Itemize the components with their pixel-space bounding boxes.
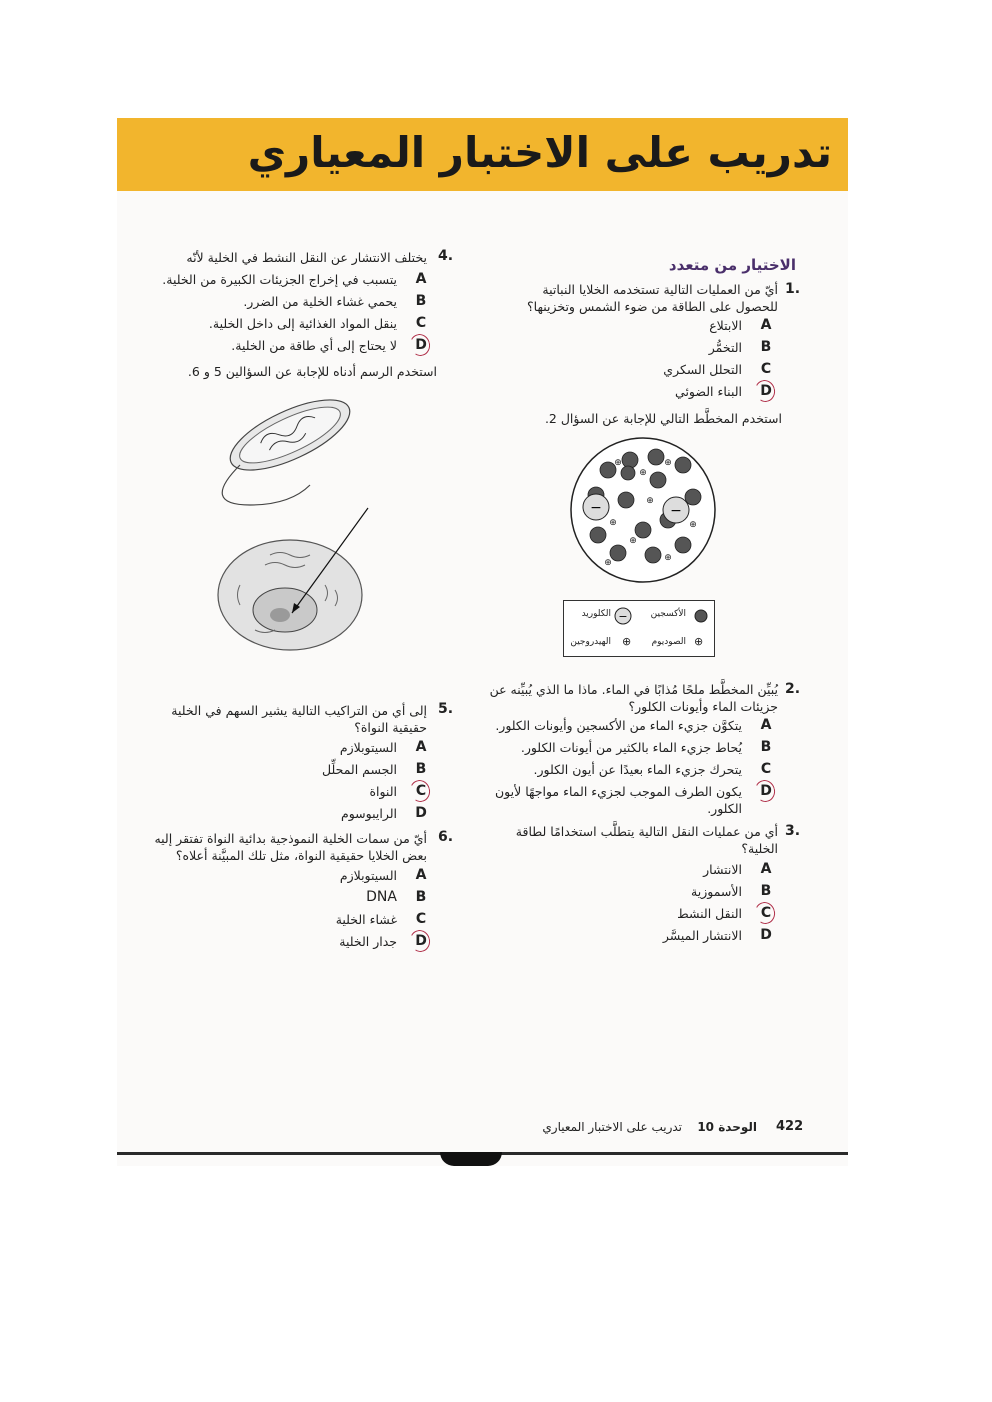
svg-text:⊕: ⊕ xyxy=(689,520,697,530)
svg-text:⊕: ⊕ xyxy=(609,518,617,528)
q6-d-letter: D xyxy=(415,933,427,949)
q2-text: يُبيِّن المخطَّط ملحًا مُذابًا في الماء. ماذا ما الذي يُبيِّنه عن جزيئات الماء وأيونات الكلور؟ xyxy=(489,682,778,714)
svg-text:−: − xyxy=(670,503,682,519)
page-title: تدريب على الاختبار المعياري xyxy=(247,128,832,177)
svg-text:⊕: ⊕ xyxy=(639,468,647,478)
svg-text:−: − xyxy=(618,610,628,623)
svg-text:⊕: ⊕ xyxy=(664,458,672,468)
q1-number: 1. xyxy=(785,281,801,297)
q6-text: أيّ من سمات الخلية النموذجية بدائية النواة تفتقر إليه بعض الخلايا حقيقية النواة، مثل تلك المبيَّنة أعلاه؟ xyxy=(154,831,427,863)
q1-c-letter: C xyxy=(760,361,772,377)
q6-d-text[interactable]: جدار الخلية xyxy=(339,934,397,949)
q4-d-text[interactable]: لا يحتاج إلى أي طاقة من الخلية. xyxy=(231,338,397,353)
q1-a-letter: A xyxy=(760,317,772,333)
q3-c-letter: C xyxy=(760,905,772,921)
q5-b-text[interactable]: الجسم المحلِّل xyxy=(322,762,397,777)
q3-text: أي من عمليات النقل التالية يتطلَّب استخدامًا لطاقة الخلية؟ xyxy=(515,824,778,856)
q2-intro: استخدم المخطَّط التالي للإجابة عن السؤال 2. xyxy=(544,411,782,426)
chloride-icon xyxy=(614,607,632,625)
q5-d-letter: D xyxy=(415,805,427,821)
q4-c-letter: C xyxy=(415,315,427,331)
q3-c-text[interactable]: النقل النشط xyxy=(677,906,742,921)
q2-a-text[interactable]: يتكوَّن جزيء الماء من الأكسجين وأيونات الكلور. xyxy=(495,718,742,733)
svg-text:⊕: ⊕ xyxy=(614,458,622,468)
q3-a-text[interactable]: الانتشار xyxy=(703,862,742,877)
sodium-icon: ⊕ xyxy=(694,635,704,648)
q1-d-letter: D xyxy=(760,383,772,399)
q4-text: يختلف الانتشار عن النقل النشط في الخلية لأنّه xyxy=(186,250,427,265)
q2-number: 2. xyxy=(785,681,801,697)
svg-text:⊕: ⊕ xyxy=(664,553,672,563)
page-number: 422 xyxy=(776,1119,804,1134)
q3-b-text[interactable]: الأسموزية xyxy=(691,884,742,899)
q4-b-text[interactable]: يحمي غشاء الخلية من الضرر. xyxy=(243,294,397,309)
q4-b-letter: B xyxy=(415,293,427,309)
section-title: الاختيار من متعدد xyxy=(668,256,796,274)
q3-d-letter: D xyxy=(760,927,772,943)
q4-number: 4. xyxy=(438,248,454,264)
q2-d-text[interactable]: يكون الطرف الموجب لجزيء الماء مواجهًا لأيون الكلور. xyxy=(494,784,742,816)
q6-c-letter: C xyxy=(415,911,427,927)
legend-oxygen: الأكسجين xyxy=(650,609,686,619)
q1-text: أيّ من العمليات التالية تستخدمه الخلايا النباتية للحصول على الطاقة من ضوء الشمس وتخزينها؟ xyxy=(527,282,778,314)
svg-text:⊕: ⊕ xyxy=(629,536,637,546)
q5-b-letter: B xyxy=(415,761,427,777)
svg-text:⊕: ⊕ xyxy=(646,496,654,506)
q6-number: 6. xyxy=(438,829,454,845)
q5-d-text[interactable]: الرايبوسوم xyxy=(340,806,397,821)
svg-text:−: − xyxy=(590,500,602,516)
footer-label: تدريب على الاختبار المعياري xyxy=(542,1120,682,1134)
q5-a-text[interactable]: السيتوبلازم xyxy=(339,740,397,755)
q2-d-letter: D xyxy=(760,783,772,799)
q2-b-text[interactable]: يُحاط جزيء الماء بالكثير من أيونات الكلور. xyxy=(520,740,742,755)
oxygen-icon xyxy=(694,609,708,623)
diagram-legend xyxy=(563,600,715,657)
q3-b-letter: B xyxy=(760,883,772,899)
q56-intro: استخدم الرسم أدناه للإجابة عن السؤالين 5 و 6. xyxy=(187,364,437,379)
q2-c-text[interactable]: يتحرك جزيء الماء بعيدًا عن أيون الكلور. xyxy=(533,762,742,777)
footer-unit: الوحدة 10 xyxy=(697,1120,757,1134)
q4-c-text[interactable]: ينقل المواد الغذائية إلى داخل الخلية. xyxy=(208,316,397,331)
q2-b-letter: B xyxy=(760,739,772,755)
q4-a-text[interactable]: يتسبب في إخراج الجزيئات الكبيرة من الخلية. xyxy=(162,272,397,287)
q3-d-text[interactable]: الانتشار الميسَّر xyxy=(662,928,742,943)
q6-c-text[interactable]: غشاء الخلية xyxy=(335,912,397,927)
q3-a-letter: A xyxy=(760,861,772,877)
scan-shadow xyxy=(440,1152,502,1166)
q6-a-letter: A xyxy=(415,867,427,883)
q5-number: 5. xyxy=(438,701,454,717)
q2-a-letter: A xyxy=(760,717,772,733)
salt-solution-diagram xyxy=(568,435,718,585)
q1-b-letter: B xyxy=(760,339,772,355)
svg-text:⊕: ⊕ xyxy=(604,558,612,568)
q6-b-text[interactable]: DNA xyxy=(366,889,397,905)
q5-text: إلى أي من التراكيب التالية يشير السهم في الخلية حقيقية النواة؟ xyxy=(171,703,427,735)
q1-d-text[interactable]: البناء الضوئي xyxy=(675,384,742,399)
hydrogen-icon: ⊕ xyxy=(622,635,632,648)
legend-chloride: الكلوريد xyxy=(581,609,611,619)
q4-d-letter: D xyxy=(415,337,427,353)
q5-c-text[interactable]: النواة xyxy=(369,784,397,799)
q1-c-text[interactable]: التحلل السكري xyxy=(663,362,742,377)
legend-hydrogen: الهيدروجين xyxy=(570,637,611,647)
q5-a-letter: A xyxy=(415,739,427,755)
legend-sodium: الصوديوم xyxy=(651,637,686,647)
q6-a-text[interactable]: السيتوبلازم xyxy=(339,868,397,883)
q1-b-text[interactable]: التخمُّر xyxy=(708,340,742,355)
cells-illustration xyxy=(200,385,375,675)
q4-a-letter: A xyxy=(415,271,427,287)
q5-c-letter: C xyxy=(415,783,427,799)
q3-number: 3. xyxy=(785,823,801,839)
q1-a-text[interactable]: الابتلاع xyxy=(709,318,742,333)
q6-b-letter: B xyxy=(415,889,427,905)
q2-c-letter: C xyxy=(760,761,772,777)
